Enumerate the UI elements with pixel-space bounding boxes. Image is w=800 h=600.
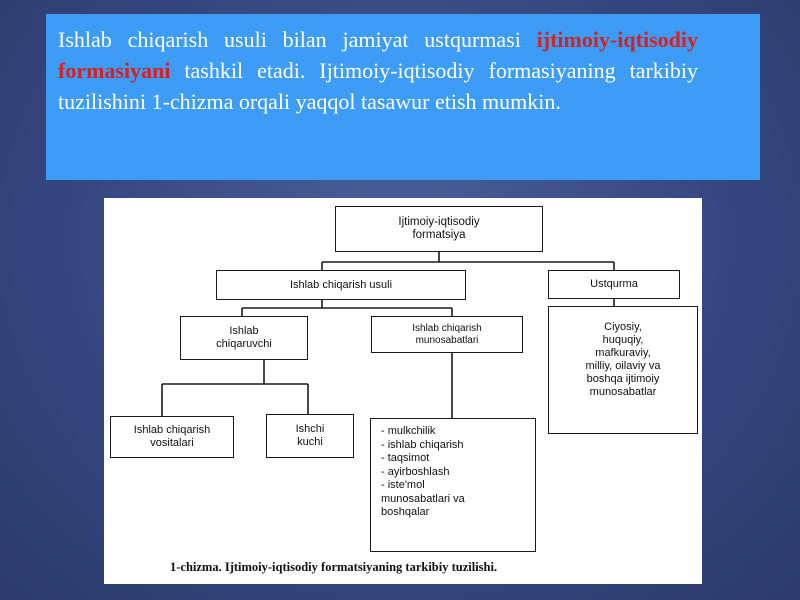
box-mode-of-production — [216, 270, 466, 300]
box-production-relations — [371, 316, 523, 353]
box-label: formatsiya — [412, 229, 466, 241]
list-item: - mulkchilik — [381, 425, 436, 437]
box-label: Ijtimoiy-iqtisodiy — [398, 216, 480, 228]
box-label: Ishchi — [295, 423, 325, 435]
box-means-of-production — [110, 416, 234, 458]
list-item: - ayirboshlash — [381, 465, 450, 478]
box-label: vositalari — [150, 437, 194, 449]
box-label: boshqa ijtimoiy — [586, 373, 660, 385]
box-label: huquqiy, — [602, 334, 644, 346]
box-superstructure — [548, 270, 680, 299]
box-label: Ishlab chiqarish — [412, 322, 482, 334]
intro-text: Ishlab chiqarish usuli bilan jamiyat ustqurmasi — [58, 27, 537, 52]
intro-text-continued: tashkil etadi. Ijtimoiy-iqtisodiy formasiyaning tarkibiy tuzilishini 1-chizma orqali yaqqol tasawur etish mumkin. — [58, 58, 698, 114]
box-label: Ishlab chiqarish — [133, 424, 211, 436]
box-label: milliy, oilaviy va — [585, 360, 661, 372]
list-item: - iste'mol — [381, 479, 425, 491]
box-relations-list — [370, 418, 536, 552]
structure-diagram — [104, 198, 702, 584]
figure-caption: 1-chizma. Ijtimoiy-iqtisodiy formatsiyaning tarkibiy tuzilishi. — [170, 560, 498, 574]
list-item: boshqalar — [381, 506, 430, 518]
box-label: Ustqurma — [590, 278, 638, 290]
box-socio-economic-formation — [335, 206, 543, 252]
box-labor-force — [266, 414, 354, 458]
highlighted-term: ijtimoiy-iqtisodiy formasiyani — [58, 27, 698, 83]
box-label: Ishlab chiqarish usuli — [289, 278, 393, 291]
box-label: munosabatlar — [589, 386, 657, 398]
box-label: kuchi — [297, 436, 323, 448]
box-label: Ishlab — [229, 325, 259, 337]
box-label: mafkuraviy, — [595, 347, 651, 359]
box-label: Ciyosiy, — [604, 321, 642, 333]
box-producer — [180, 316, 308, 360]
list-item: - ishlab chiqarish — [381, 438, 464, 451]
box-superstructure-relations — [548, 306, 698, 434]
list-item: - taqsimot — [381, 452, 430, 464]
intro-text-box — [46, 14, 760, 180]
box-label: chiqaruvchi — [216, 338, 272, 350]
box-label: munosabatlari — [415, 334, 479, 346]
list-item: munosabatlari va — [381, 492, 465, 505]
